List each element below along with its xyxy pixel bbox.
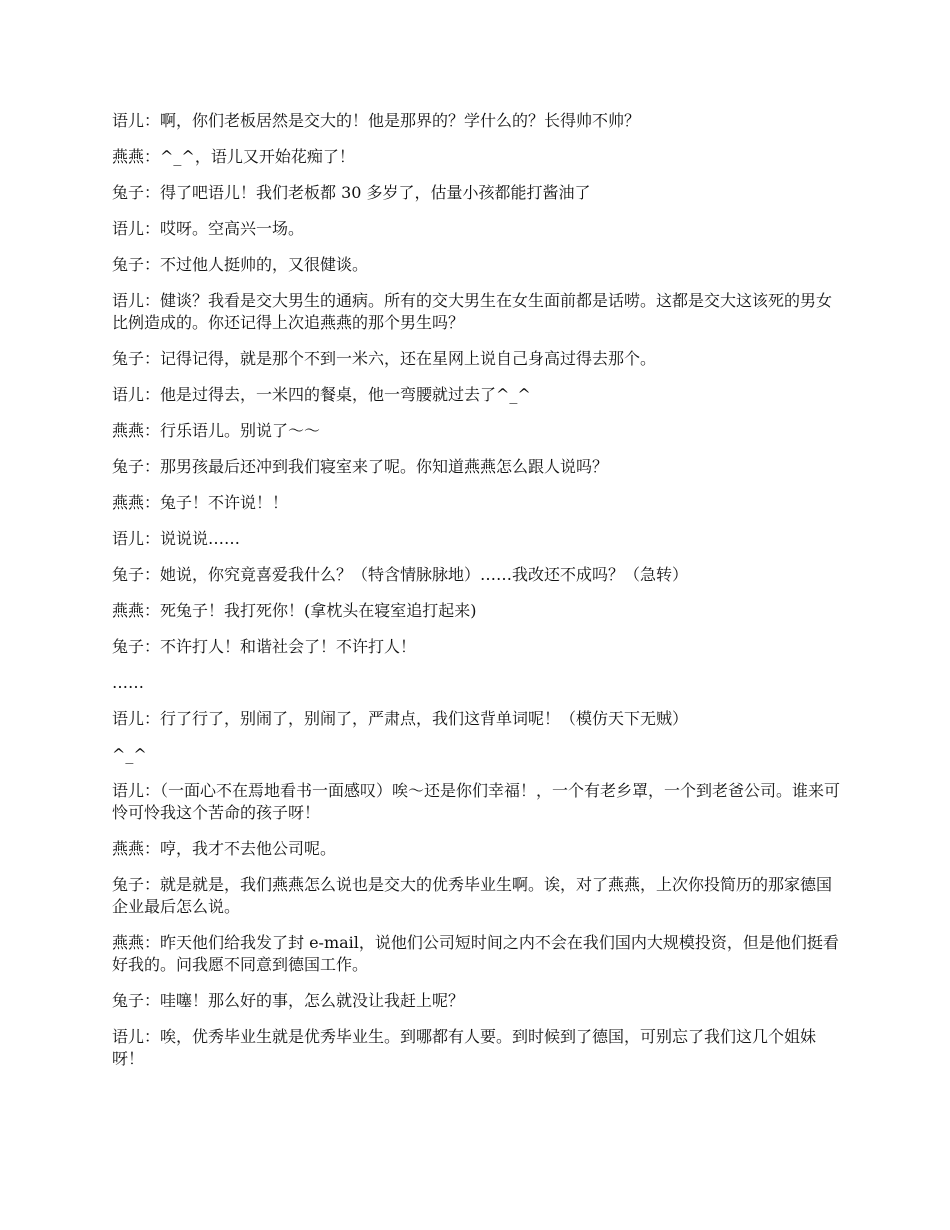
dialogue-line: 语儿：（一面心不在焉地看书一面感叹）唉～还是你们幸福！，一个有老乡罩，一个到老爸公司。谁来可怜可怜我这个苦命的孩子呀！ (112, 781, 841, 822)
dialogue-line: 语儿：他是过得去，一米四的餐桌，他一弯腰就过去了^_^ (112, 385, 531, 404)
dialogue-line: 兔子：她说，你究竟喜爱我什么？（特含情脉脉地）……我改还不成吗？（急转） (112, 565, 689, 584)
ellipsis-line: …… (112, 673, 144, 692)
dialogue-line: 语儿：说说说…… (112, 529, 241, 548)
dialogue-line: 燕燕：^_^，语儿又开始花痴了！ (112, 147, 355, 166)
dialogue-line: 燕燕：哼，我才不去他公司呢。 (112, 839, 337, 858)
dialogue-line: 语儿：行了行了，别闹了，别闹了，严肃点，我们这背单词呢！（模仿天下无贼） (112, 709, 689, 728)
dialogue-line: 燕燕：兔子！不许说！！ (112, 493, 289, 512)
dialogue-line: 燕燕：死兔子！我打死你！(拿枕头在寝室追打起来) (112, 601, 477, 620)
dialogue-line: 兔子：记得记得，就是那个不到一米六，还在星网上说自己身高过得去那个。 (112, 349, 657, 368)
dialogue-line: 语儿：唉，优秀毕业生就是优秀毕业生。到哪都有人要。到时候到了德国，可别忘了我们这几个姐妹呀！ (112, 1027, 817, 1068)
dialogue-line: 兔子：得了吧语儿！我们老板都 30 多岁了，估量小孩都能打酱油了 (112, 183, 591, 202)
dialogue-line: 兔子：不过他人挺帅的，又很健谈。 (112, 255, 369, 274)
dialogue-line: 兔子：那男孩最后还冲到我们寝室来了呢。你知道燕燕怎么跟人说吗？ (112, 457, 609, 476)
dialogue-line: 燕燕：行乐语儿。别说了～～ (112, 421, 321, 440)
dialogue-line: 燕燕：昨天他们给我发了封 e-mail，说他们公司短时间之内不会在我们国内大规模投资，但是他们挺看好我的。问我愿不同意到德国工作。 (112, 933, 839, 974)
dialogue-line: 语儿：健谈？我看是交大男生的通病。所有的交大男生在女生面前都是话唠。这都是交大这该死的男女比例造成的。你还记得上次追燕燕的那个男生吗？ (112, 291, 833, 332)
document-body (112, 110, 842, 1084)
dialogue-line: 语儿：哎呀。空高兴一场。 (112, 219, 305, 238)
dialogue-line: 兔子：哇噻！那么好的事，怎么就没让我赶上呢？ (112, 991, 465, 1010)
dialogue-line: 兔子：不许打人！和谐社会了！不许打人！ (112, 637, 417, 656)
dialogue-line: 语儿：啊，你们老板居然是交大的！他是那界的？学什么的？长得帅不帅？ (112, 111, 641, 130)
emoticon-line: ^_^ (112, 745, 147, 764)
dialogue-line: 兔子：就是就是，我们燕燕怎么说也是交大的优秀毕业生啊。诶，对了燕燕，上次你投简历的那家德国企业最后怎么说。 (112, 875, 833, 916)
